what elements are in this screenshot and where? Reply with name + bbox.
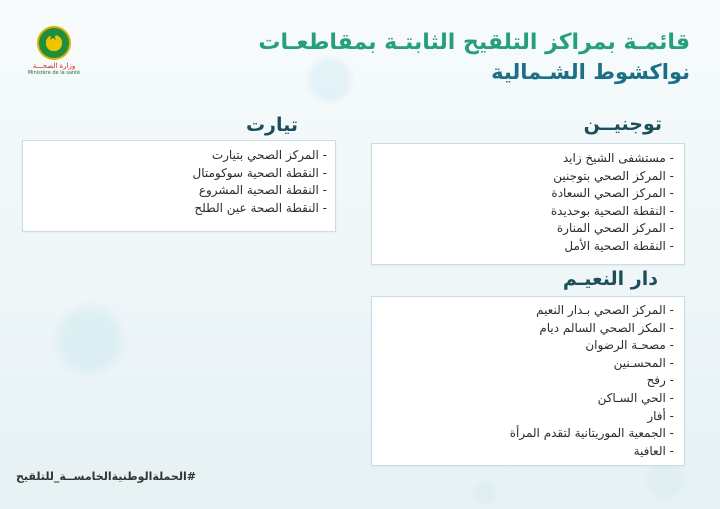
list-item: - رفح — [372, 372, 674, 390]
section-heading-toujounine: توجنيــن — [583, 113, 662, 135]
section-heading-tevragh: تيارت — [245, 114, 298, 136]
section-box-toujounine — [371, 143, 685, 265]
section-box-tevragh — [22, 140, 336, 232]
list-item: - المركز الصحي بـدار النعيم — [372, 302, 674, 320]
logo-ministry-fr: Ministère de la santé — [27, 70, 81, 76]
list-item: - أفار — [372, 408, 674, 426]
list-item: - المركز الصحي السعادة — [372, 185, 674, 203]
list-item: - المركز الصحي المنارة — [372, 220, 674, 238]
list-item: - المحسـنين — [372, 355, 674, 373]
list-item: - المركز الصحي بتوجنين — [372, 168, 674, 186]
virus-decoration — [470, 478, 500, 508]
virus-decoration — [45, 295, 135, 385]
list-item: - النقطة الصحية الأمل — [372, 238, 674, 256]
list-item: - العافية — [372, 443, 674, 461]
ministry-logo — [22, 26, 86, 86]
list-item: - المركز الصحي بتيارت — [23, 147, 327, 165]
list-item: - الحي السـاكن — [372, 390, 674, 408]
page-title-line1: قائمـة بمراكز التلقيح الثابتـة بمقاطعـات — [258, 30, 690, 55]
campaign-hashtag: #الحملة‌الوطنية‌الخامســة‌_للتلقيح — [16, 470, 196, 483]
list-item: - المكز الصحي السالم ديام — [372, 320, 674, 338]
list-item: - مستشفى الشيخ زايد — [372, 150, 674, 168]
page-title-line2: نواكشوط الشـمالية — [491, 60, 690, 84]
list-item: - النقطة الصحية سوكومتال — [23, 165, 327, 183]
section-box-darnaim — [371, 296, 685, 466]
virus-decoration — [300, 50, 360, 110]
list-item: - النقطة الصحية بوحديدة — [372, 203, 674, 221]
list-item: - النقطة الصحة عين الطلح — [23, 200, 327, 218]
logo-ministry-ar: وزارة الصحـــة — [32, 62, 76, 70]
section-heading-darnaim: دار النعيـم — [562, 268, 658, 290]
list-item: - مصحـة الرضوان — [372, 337, 674, 355]
national-emblem-icon — [37, 26, 71, 60]
list-item: - النقطة الصحية المشروع — [23, 182, 327, 200]
list-item: - الجمعية الموريتانية لتقدم المرأة — [372, 425, 674, 443]
